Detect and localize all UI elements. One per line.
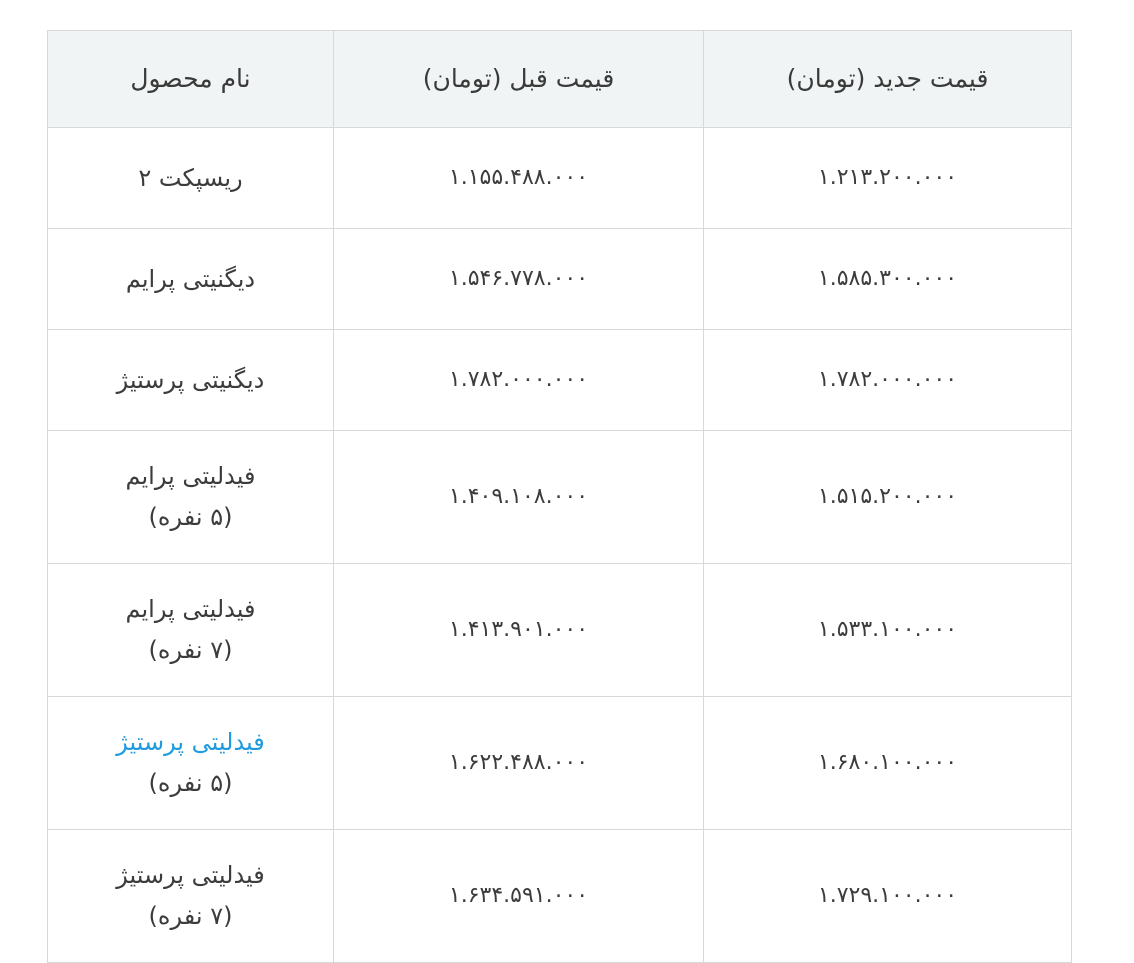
- product-name-main[interactable]: فیدلیتی پرستیژ: [116, 728, 265, 757]
- table-row: [48, 330, 1072, 431]
- cell-new-price: [704, 564, 1072, 697]
- price-comparison-table: [47, 30, 1072, 963]
- table-row: [48, 229, 1072, 330]
- new-price-value: ۱.۵۸۵.۳۰۰.۰۰۰: [817, 266, 958, 292]
- old-price-value: ۱.۵۴۶.۷۷۸.۰۰۰: [448, 266, 589, 292]
- new-price-value: ۱.۵۱۵.۲۰۰.۰۰۰: [817, 484, 958, 510]
- table-row: [48, 830, 1072, 963]
- product-name-main: فیدلیتی پرایم: [125, 595, 256, 624]
- cell-old-price: [334, 697, 704, 830]
- table-header-row: [48, 31, 1072, 128]
- column-header-product-name: نام محصول: [48, 31, 334, 128]
- new-price-value: ۱.۷۸۲.۰۰۰.۰۰۰: [817, 367, 958, 393]
- new-price-value: ۱.۶۸۰.۱۰۰.۰۰۰: [817, 750, 958, 776]
- cell-new-price: [704, 431, 1072, 564]
- cell-product-name: [48, 564, 334, 697]
- product-name-capacity: (۵ نفره): [148, 769, 233, 797]
- cell-old-price: [334, 229, 704, 330]
- new-price-value: ۱.۲۱۳.۲۰۰.۰۰۰: [817, 165, 958, 191]
- cell-product-name: [48, 697, 334, 830]
- column-header-old-price: قیمت قبل (تومان): [334, 31, 704, 128]
- table-row: [48, 564, 1072, 697]
- old-price-value: ۱.۴۰۹.۱۰۸.۰۰۰: [448, 484, 589, 510]
- old-price-value: ۱.۱۵۵.۴۸۸.۰۰۰: [448, 165, 589, 191]
- cell-old-price: [334, 330, 704, 431]
- cell-new-price: [704, 830, 1072, 963]
- old-price-value: ۱.۶۲۲.۴۸۸.۰۰۰: [448, 750, 589, 776]
- new-price-value: ۱.۵۳۳.۱۰۰.۰۰۰: [817, 617, 958, 643]
- new-price-value: ۱.۷۲۹.۱۰۰.۰۰۰: [817, 883, 958, 909]
- old-price-value: ۱.۶۳۴.۵۹۱.۰۰۰: [448, 883, 589, 909]
- product-name-main: ریسپکت ۲: [138, 163, 243, 192]
- cell-new-price: [704, 330, 1072, 431]
- cell-old-price: [334, 564, 704, 697]
- product-name-main: فیدلیتی پرستیژ: [116, 861, 265, 890]
- cell-old-price: [334, 431, 704, 564]
- cell-new-price: [704, 229, 1072, 330]
- product-name-main: دیگنیتی پرایم: [125, 264, 256, 293]
- table-row: [48, 431, 1072, 564]
- cell-product-name: [48, 830, 334, 963]
- table-row: [48, 697, 1072, 830]
- cell-old-price: [334, 128, 704, 229]
- table-header: [48, 31, 1072, 128]
- product-name-capacity: (۷ نفره): [148, 636, 233, 664]
- old-price-value: ۱.۷۸۲.۰۰۰.۰۰۰: [448, 367, 589, 393]
- cell-new-price: [704, 697, 1072, 830]
- product-name-main: دیگنیتی پرستیژ: [116, 365, 265, 394]
- product-name-capacity: (۵ نفره): [148, 503, 233, 531]
- old-price-value: ۱.۴۱۳.۹۰۱.۰۰۰: [448, 617, 589, 643]
- table-row: [48, 128, 1072, 229]
- column-header-new-price: قیمت جدید (تومان): [704, 31, 1072, 128]
- cell-product-name: [48, 431, 334, 564]
- table-body: [48, 128, 1072, 963]
- cell-old-price: [334, 830, 704, 963]
- cell-product-name: [48, 128, 334, 229]
- cell-product-name: [48, 229, 334, 330]
- cell-product-name: [48, 330, 334, 431]
- product-name-main: فیدلیتی پرایم: [125, 462, 256, 491]
- product-name-capacity: (۷ نفره): [148, 902, 233, 930]
- cell-new-price: [704, 128, 1072, 229]
